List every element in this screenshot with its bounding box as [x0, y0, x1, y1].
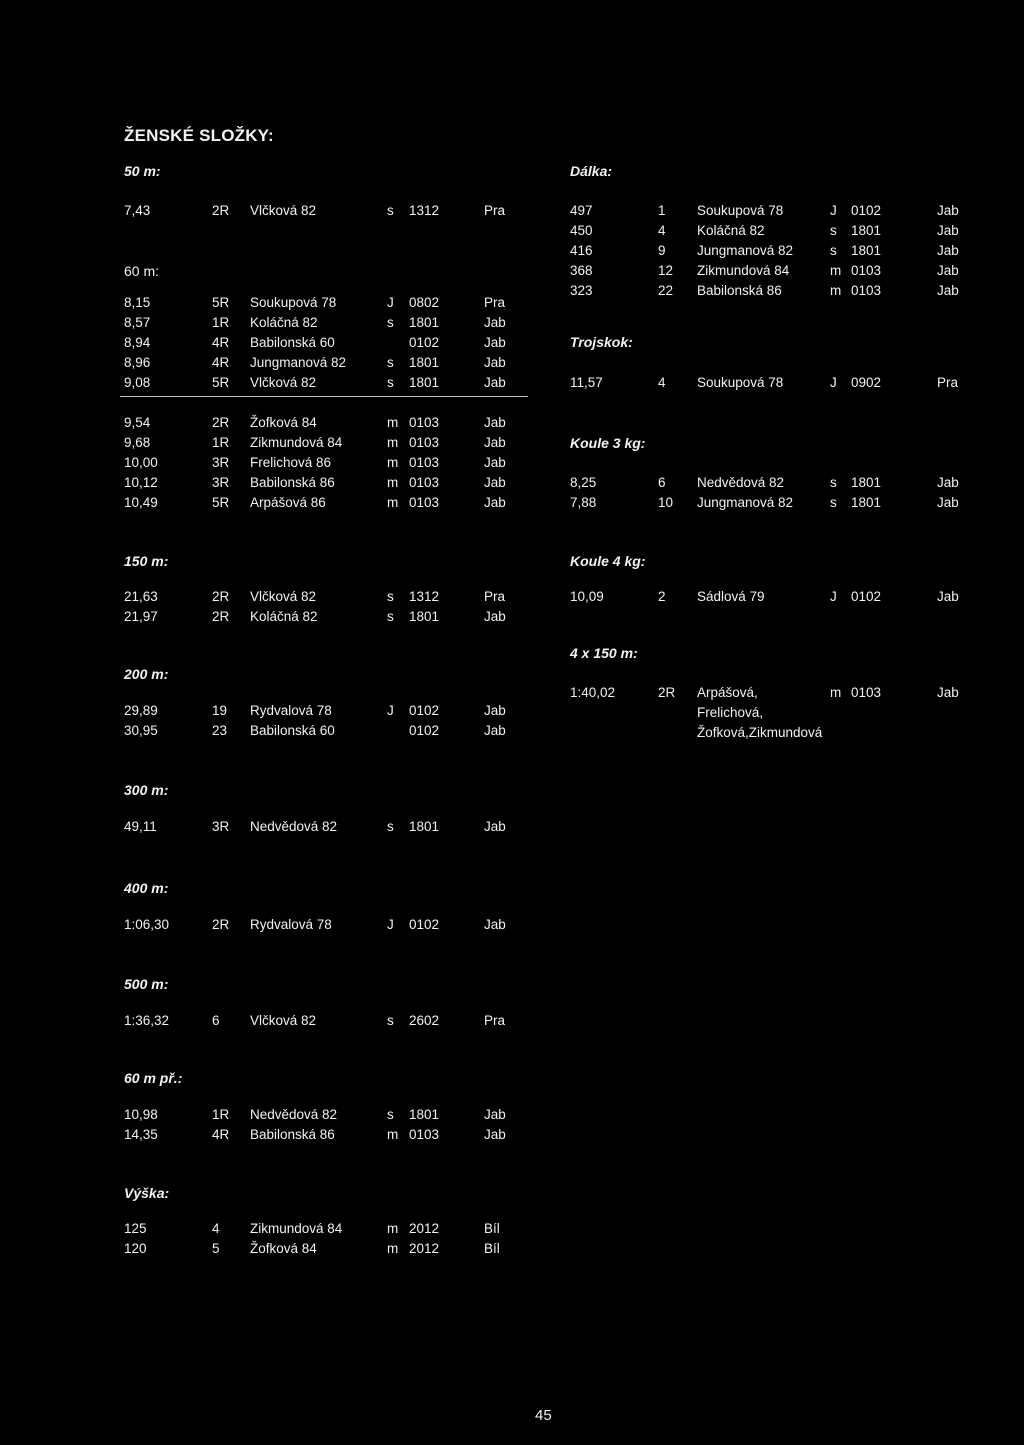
cell-category: s	[387, 203, 394, 218]
cell-result: 7,43	[124, 203, 151, 218]
cell-result: 1:06,30	[124, 917, 170, 932]
cell-name: Soukupová 78	[250, 295, 337, 310]
cell-category: m	[830, 283, 842, 298]
cell-name: Babilonská 86	[697, 283, 782, 298]
cell-date: 0103	[409, 475, 440, 490]
cell-name: Rydvalová 78	[250, 917, 332, 932]
cell-place: 2R	[658, 685, 676, 700]
cell-place: 2R	[212, 609, 230, 624]
cell-category: m	[387, 1241, 399, 1256]
heading-relay: 4 x 150 m:	[570, 645, 638, 661]
cell-place: 9	[658, 243, 666, 258]
cell-name: Babilonská 60	[250, 723, 335, 738]
cell-venue: Jab	[937, 685, 959, 700]
cell-category: J	[830, 203, 837, 218]
cell-date: 1312	[409, 203, 440, 218]
cell-result: 11,57	[570, 375, 603, 390]
cell-place: 6	[212, 1013, 220, 1028]
cell-venue: Pra	[937, 375, 959, 390]
cell-category: m	[387, 1127, 399, 1142]
cell-category: s	[387, 1107, 394, 1122]
cell-venue: Jab	[937, 283, 959, 298]
cell-name: Vlčková 82	[250, 203, 317, 218]
cell-venue: Jab	[484, 609, 506, 624]
cell-venue: Jab	[937, 263, 959, 278]
cell-date: 1801	[409, 609, 440, 624]
cell-name: Koláčná 82	[250, 315, 318, 330]
cell-date: 0102	[409, 703, 440, 718]
cell-place: 5R	[212, 495, 230, 510]
cell-place: 6	[658, 475, 666, 490]
cell-date: 0102	[851, 203, 882, 218]
cell-category: s	[387, 589, 394, 604]
cell-category: s	[830, 495, 837, 510]
cell-place: 12	[658, 263, 674, 278]
cell-name: Nedvědová 82	[250, 819, 338, 834]
cell-venue: Bíl	[484, 1241, 500, 1256]
cell-date: 1801	[851, 223, 882, 238]
cell-venue: Jab	[937, 243, 959, 258]
cell-date: 0103	[851, 685, 882, 700]
cell-venue: Jab	[484, 375, 506, 390]
cell-category: m	[830, 685, 842, 700]
cell-place: 19	[212, 703, 228, 718]
cell-date: 0103	[409, 455, 440, 470]
cell-category: s	[387, 819, 394, 834]
cell-result: 323	[570, 283, 593, 298]
cell-venue: Jab	[484, 475, 506, 490]
cell-name: Zikmundová 84	[250, 435, 343, 450]
cell-venue: Jab	[484, 1127, 506, 1142]
cell-name: Nedvědová 82	[250, 1107, 338, 1122]
cell-date: 0103	[409, 495, 440, 510]
cell-venue: Jab	[484, 415, 506, 430]
cell-result: 1:36,32	[124, 1013, 170, 1028]
cell-name: Frelichová,	[697, 705, 764, 720]
cell-category: s	[387, 609, 394, 624]
cell-venue: Jab	[484, 917, 506, 932]
cell-venue: Jab	[484, 495, 506, 510]
heading-50m: 50 m:	[124, 163, 161, 179]
cell-date: 1801	[851, 495, 882, 510]
cell-result: 8,25	[570, 475, 597, 490]
cell-venue: Jab	[484, 315, 506, 330]
cell-category: J	[387, 703, 394, 718]
cell-place: 10	[658, 495, 674, 510]
cell-place: 22	[658, 283, 674, 298]
cell-venue: Jab	[484, 355, 506, 370]
cell-place: 2R	[212, 203, 230, 218]
cell-result: 1:40,02	[570, 685, 616, 700]
cell-date: 1801	[851, 243, 882, 258]
heading-60m-hurdles: 60 m př.:	[124, 1070, 183, 1086]
cell-venue: Jab	[937, 589, 959, 604]
heading-triple-jump: Trojskok:	[570, 334, 633, 350]
cell-name: Koláčná 82	[250, 609, 318, 624]
cell-name: Žofková 84	[250, 1241, 317, 1256]
cell-place: 4R	[212, 335, 230, 350]
cell-name: Arpášová 86	[250, 495, 326, 510]
cell-date: 0902	[851, 375, 882, 390]
cell-date: 0103	[409, 1127, 440, 1142]
cell-category: m	[387, 475, 399, 490]
cell-name: Jungmanová 82	[697, 495, 794, 510]
cell-category: J	[387, 295, 394, 310]
cell-venue: Pra	[484, 589, 506, 604]
cell-date: 0102	[409, 335, 440, 350]
cell-name: Frelichová 86	[250, 455, 332, 470]
cell-name: Babilonská 86	[250, 475, 335, 490]
cell-place: 3R	[212, 455, 230, 470]
cell-name: Vlčková 82	[250, 589, 317, 604]
cell-result: 8,94	[124, 335, 151, 350]
cell-place: 3R	[212, 819, 230, 834]
cell-venue: Jab	[484, 335, 506, 350]
cell-venue: Pra	[484, 295, 506, 310]
cell-name: Babilonská 60	[250, 335, 335, 350]
cell-name: Sádlová 79	[697, 589, 765, 604]
cell-date: 0103	[409, 415, 440, 430]
page-title: ŽENSKÉ SLOŽKY:	[124, 126, 274, 145]
cell-name: Babilonská 86	[250, 1127, 335, 1142]
cell-place: 2R	[212, 917, 230, 932]
heading-200m: 200 m:	[124, 666, 169, 682]
cell-result: 8,96	[124, 355, 151, 370]
cell-place: 1	[658, 203, 666, 218]
cell-venue: Bíl	[484, 1221, 500, 1236]
cell-category: J	[387, 917, 394, 932]
cell-date: 1801	[409, 315, 440, 330]
cell-date: 0102	[409, 723, 440, 738]
cell-date: 1801	[409, 375, 440, 390]
cell-name: Soukupová 78	[697, 203, 784, 218]
cell-place: 4R	[212, 1127, 230, 1142]
cell-venue: Jab	[937, 475, 959, 490]
cell-venue: Pra	[484, 203, 506, 218]
cell-name: Koláčná 82	[697, 223, 765, 238]
cell-date: 0103	[851, 283, 882, 298]
cell-name: Arpášová,	[697, 685, 758, 700]
heading-500m: 500 m:	[124, 976, 169, 992]
cell-result: 8,57	[124, 315, 151, 330]
cell-category: s	[387, 355, 394, 370]
cell-venue: Jab	[484, 723, 506, 738]
cell-result: 120	[124, 1241, 147, 1256]
divider-line	[120, 396, 528, 397]
cell-result: 49,11	[124, 819, 157, 834]
cell-name: Žofková 84	[250, 415, 317, 430]
cell-category: m	[830, 263, 842, 278]
cell-name: Nedvědová 82	[697, 475, 785, 490]
cell-name: Soukupová 78	[697, 375, 784, 390]
cell-result: 497	[570, 203, 593, 218]
cell-venue: Pra	[484, 1013, 506, 1028]
heading-shot-3kg: Koule 3 kg:	[570, 435, 646, 451]
heading-60m: 60 m:	[124, 263, 160, 279]
cell-category: s	[830, 223, 837, 238]
cell-date: 1801	[409, 355, 440, 370]
cell-result: 450	[570, 223, 593, 238]
cell-result: 14,35	[124, 1127, 158, 1142]
cell-name: Jungmanová 82	[250, 355, 347, 370]
cell-date: 0802	[409, 295, 440, 310]
cell-place: 2	[658, 589, 666, 604]
cell-date: 2012	[409, 1241, 440, 1256]
cell-place: 3R	[212, 475, 230, 490]
page-number: 45	[535, 1407, 552, 1424]
cell-result: 10,09	[570, 589, 604, 604]
cell-result: 368	[570, 263, 593, 278]
cell-result: 416	[570, 243, 593, 258]
cell-result: 125	[124, 1221, 147, 1236]
heading-shot-4kg: Koule 4 kg:	[570, 553, 646, 569]
cell-date: 1801	[851, 475, 882, 490]
heading-300m: 300 m:	[124, 782, 169, 798]
cell-category: m	[387, 495, 399, 510]
cell-date: 1801	[409, 819, 440, 834]
cell-place: 1R	[212, 435, 230, 450]
cell-venue: Jab	[484, 1107, 506, 1122]
cell-venue: Jab	[937, 495, 959, 510]
cell-date: 1312	[409, 589, 440, 604]
cell-name: Zikmundová 84	[250, 1221, 343, 1236]
cell-place: 23	[212, 723, 228, 738]
cell-category: s	[387, 1013, 394, 1028]
cell-result: 10,12	[124, 475, 158, 490]
cell-result: 30,95	[124, 723, 158, 738]
cell-date: 2012	[409, 1221, 440, 1236]
heading-150m: 150 m:	[124, 553, 169, 569]
cell-place: 5R	[212, 295, 230, 310]
cell-result: 10,00	[124, 455, 158, 470]
cell-date: 0102	[409, 917, 440, 932]
cell-result: 10,49	[124, 495, 158, 510]
cell-result: 10,98	[124, 1107, 158, 1122]
cell-category: m	[387, 435, 399, 450]
cell-result: 21,97	[124, 609, 158, 624]
cell-venue: Jab	[484, 819, 506, 834]
cell-name: Zikmundová 84	[697, 263, 790, 278]
cell-name: Žofková,Zikmundová	[697, 725, 823, 740]
cell-category: m	[387, 1221, 399, 1236]
cell-venue: Jab	[484, 703, 506, 718]
cell-venue: Jab	[937, 223, 959, 238]
heading-long-jump: Dálka:	[570, 163, 613, 179]
cell-place: 4	[212, 1221, 220, 1236]
cell-place: 4R	[212, 355, 230, 370]
cell-place: 1R	[212, 1107, 230, 1122]
cell-result: 21,63	[124, 589, 158, 604]
cell-result: 8,15	[124, 295, 151, 310]
cell-category: s	[830, 243, 837, 258]
cell-category: s	[387, 375, 394, 390]
cell-category: s	[387, 315, 394, 330]
cell-name: Vlčková 82	[250, 375, 317, 390]
cell-date: 0102	[851, 589, 882, 604]
cell-result: 7,88	[570, 495, 597, 510]
cell-result: 29,89	[124, 703, 158, 718]
cell-category: m	[387, 415, 399, 430]
cell-date: 0103	[851, 263, 882, 278]
cell-place: 2R	[212, 415, 230, 430]
cell-venue: Jab	[484, 455, 506, 470]
cell-category: m	[387, 455, 399, 470]
cell-name: Vlčková 82	[250, 1013, 317, 1028]
cell-place: 5R	[212, 375, 230, 390]
cell-venue: Jab	[484, 435, 506, 450]
cell-result: 9,08	[124, 375, 151, 390]
cell-category: J	[830, 375, 837, 390]
cell-venue: Jab	[937, 203, 959, 218]
cell-result: 9,68	[124, 435, 151, 450]
cell-date: 2602	[409, 1013, 440, 1028]
cell-date: 0103	[409, 435, 440, 450]
cell-place: 1R	[212, 315, 230, 330]
cell-place: 5	[212, 1241, 220, 1256]
cell-name: Rydvalová 78	[250, 703, 332, 718]
cell-name: Jungmanová 82	[697, 243, 794, 258]
cell-date: 1801	[409, 1107, 440, 1122]
cell-place: 2R	[212, 589, 230, 604]
heading-high-jump: Výška:	[124, 1185, 170, 1201]
cell-category: J	[830, 589, 837, 604]
cell-place: 4	[658, 375, 666, 390]
cell-place: 4	[658, 223, 666, 238]
cell-result: 9,54	[124, 415, 151, 430]
heading-400m: 400 m:	[124, 880, 169, 896]
cell-category: s	[830, 475, 837, 490]
